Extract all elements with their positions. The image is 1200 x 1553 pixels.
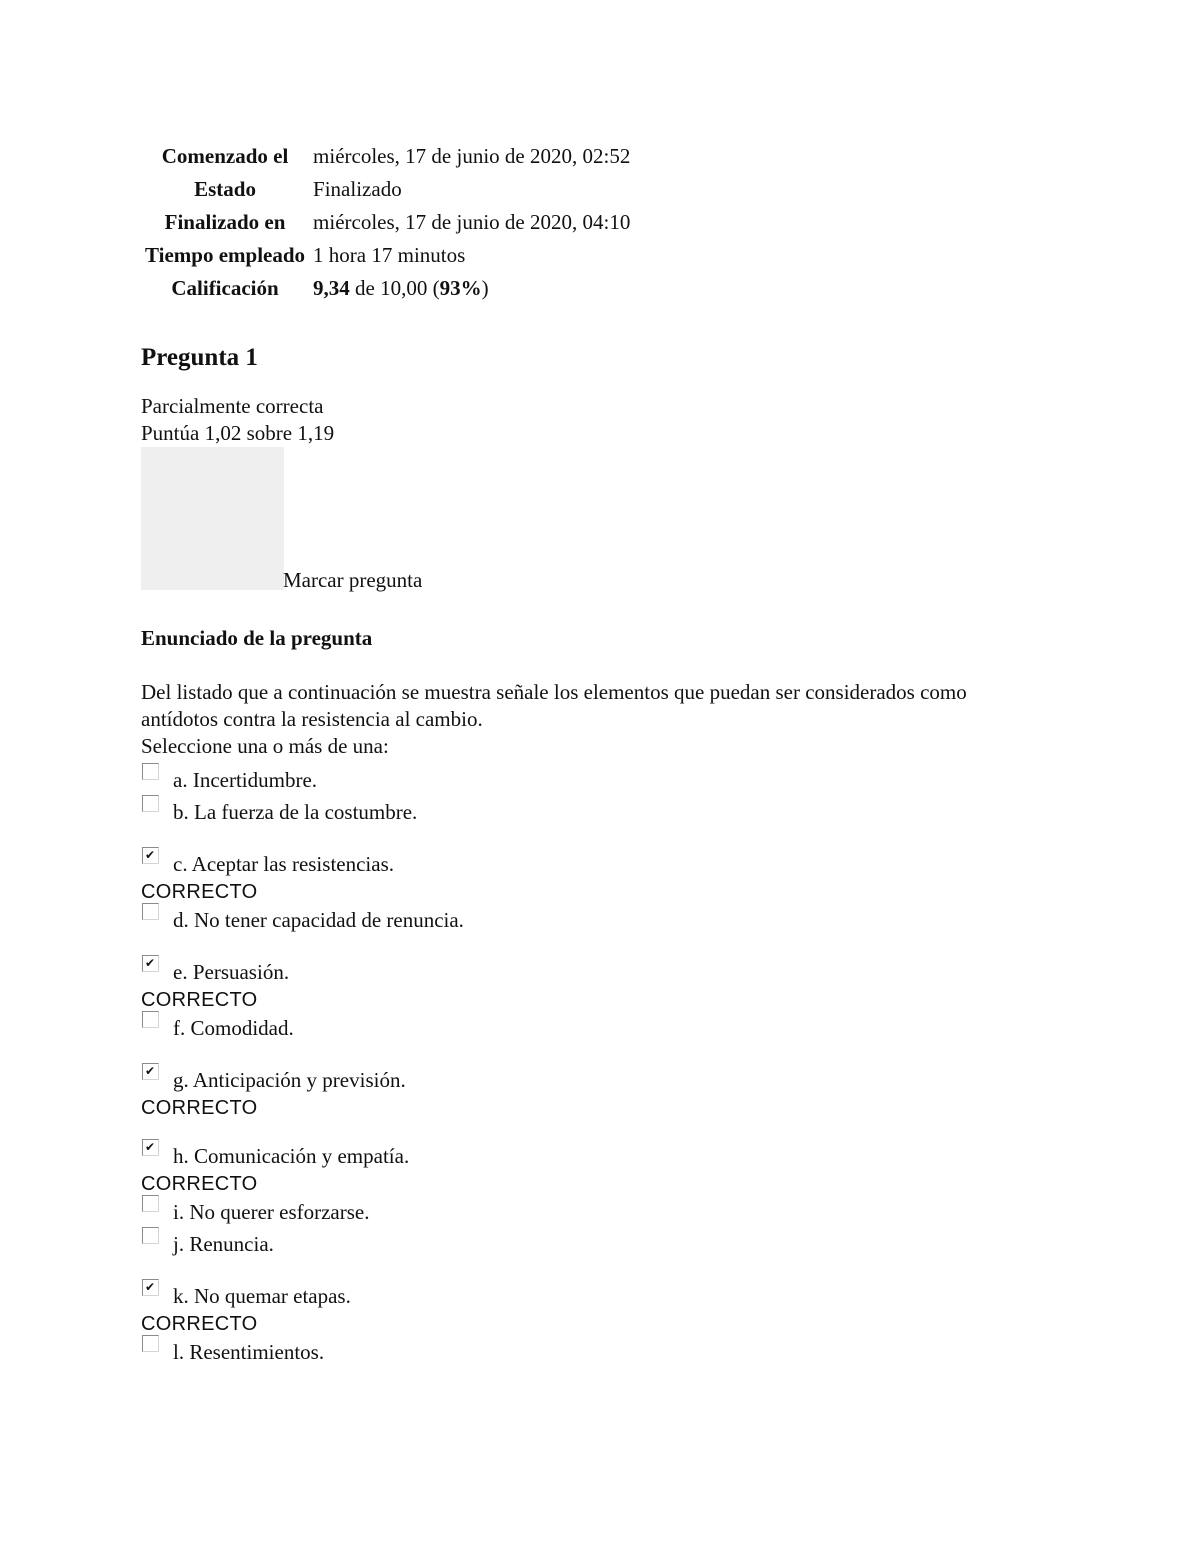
summary-label: Calificación bbox=[171, 276, 279, 300]
summary-value: miércoles, 17 de junio de 2020, 04:10 bbox=[313, 210, 631, 234]
answer-feedback: CORRECTO bbox=[141, 1097, 258, 1119]
grade-close: ) bbox=[481, 276, 489, 300]
answer-label[interactable]: d. No tener capacidad de renuncia. bbox=[173, 908, 464, 932]
summary-label: Comenzado el bbox=[161, 144, 289, 168]
summary-value: Finalizado bbox=[313, 177, 402, 201]
answer-label[interactable]: e. Persuasión. bbox=[173, 960, 290, 984]
summary-value bbox=[311, 272, 630, 305]
question-info bbox=[141, 393, 1081, 447]
checkbox-checked[interactable] bbox=[142, 955, 159, 972]
answer-feedback: CORRECTO bbox=[141, 989, 258, 1011]
summary-label: Estado bbox=[194, 177, 256, 201]
answer-label[interactable]: j. Renuncia. bbox=[173, 1232, 274, 1256]
checkbox-checked[interactable] bbox=[142, 1063, 159, 1080]
quiz-review-page bbox=[141, 140, 1081, 1368]
answer-feedback: CORRECTO bbox=[141, 1313, 258, 1335]
answer-label[interactable]: h. Comunicación y empatía. bbox=[173, 1144, 410, 1168]
attempt-summary-table bbox=[143, 140, 630, 305]
question-text: Del listado que a continuación se muestra señale los elementos que puedan ser considerados como antídotos contra la resistencia al cambio. bbox=[141, 680, 967, 731]
flag-icon[interactable] bbox=[141, 447, 284, 590]
answer-label[interactable]: l. Resentimientos. bbox=[173, 1340, 325, 1364]
checkbox-checked[interactable] bbox=[142, 1279, 159, 1296]
answer-label[interactable]: g. Anticipación y previsión. bbox=[173, 1068, 406, 1092]
answer-option[interactable] bbox=[141, 1140, 1081, 1172]
answer-option[interactable] bbox=[141, 956, 1081, 988]
answer-feedback: CORRECTO bbox=[141, 881, 258, 903]
checkbox-checked[interactable] bbox=[142, 1139, 159, 1156]
answer-feedback: CORRECTO bbox=[141, 1173, 258, 1195]
answer-label[interactable]: i. No querer esforzarse. bbox=[173, 1200, 370, 1224]
answer-label[interactable]: c. Aceptar las resistencias. bbox=[173, 852, 394, 876]
summary-row-started bbox=[143, 140, 630, 173]
answer-option[interactable] bbox=[141, 1012, 1081, 1044]
answer-options bbox=[141, 764, 1081, 1368]
answer-option[interactable] bbox=[141, 796, 1081, 828]
question-grade: Puntúa 1,02 sobre 1,19 bbox=[141, 421, 335, 445]
answer-option[interactable] bbox=[141, 1228, 1081, 1260]
grade-percent: 93% bbox=[439, 276, 482, 300]
answer-option[interactable] bbox=[141, 1280, 1081, 1312]
answer-label[interactable]: k. No quemar etapas. bbox=[173, 1284, 351, 1308]
summary-row-finished bbox=[143, 206, 630, 239]
question-number: Pregunta 1 bbox=[141, 344, 258, 371]
checkbox[interactable] bbox=[142, 1335, 159, 1352]
summary-label: Tiempo empleado bbox=[145, 243, 306, 267]
checkbox-checked[interactable] bbox=[142, 847, 159, 864]
answer-label[interactable]: b. La fuerza de la costumbre. bbox=[173, 800, 418, 824]
answer-option[interactable] bbox=[141, 764, 1081, 796]
grade-of: de 10,00 ( bbox=[349, 276, 440, 300]
answer-prompt: Seleccione una o más de una: bbox=[141, 734, 389, 758]
checkbox[interactable] bbox=[142, 795, 159, 812]
summary-row-grade bbox=[143, 272, 630, 305]
answer-option[interactable] bbox=[141, 1336, 1081, 1368]
checkbox[interactable] bbox=[142, 1227, 159, 1244]
summary-row-time bbox=[143, 239, 630, 272]
answer-label[interactable]: a. Incertidumbre. bbox=[173, 768, 318, 792]
checkbox[interactable] bbox=[142, 1011, 159, 1028]
checkbox[interactable] bbox=[142, 763, 159, 780]
flag-question-link[interactable] bbox=[141, 447, 1081, 593]
question-state: Parcialmente correcta bbox=[141, 394, 324, 418]
answer-option[interactable] bbox=[141, 1196, 1081, 1228]
summary-label: Finalizado en bbox=[164, 210, 286, 234]
grade-score: 9,34 bbox=[313, 276, 350, 300]
checkbox[interactable] bbox=[142, 903, 159, 920]
flag-question-label[interactable]: Marcar pregunta bbox=[283, 568, 423, 592]
answer-option[interactable] bbox=[141, 904, 1081, 936]
answer-option[interactable] bbox=[141, 848, 1081, 880]
answer-label[interactable]: f. Comodidad. bbox=[173, 1016, 294, 1040]
summary-row-state bbox=[143, 173, 630, 206]
summary-value: 1 hora 17 minutos bbox=[313, 243, 466, 267]
summary-value: miércoles, 17 de junio de 2020, 02:52 bbox=[313, 144, 631, 168]
question-stem-title: Enunciado de la pregunta bbox=[141, 626, 373, 650]
checkbox[interactable] bbox=[142, 1195, 159, 1212]
answer-option[interactable] bbox=[141, 1064, 1081, 1096]
